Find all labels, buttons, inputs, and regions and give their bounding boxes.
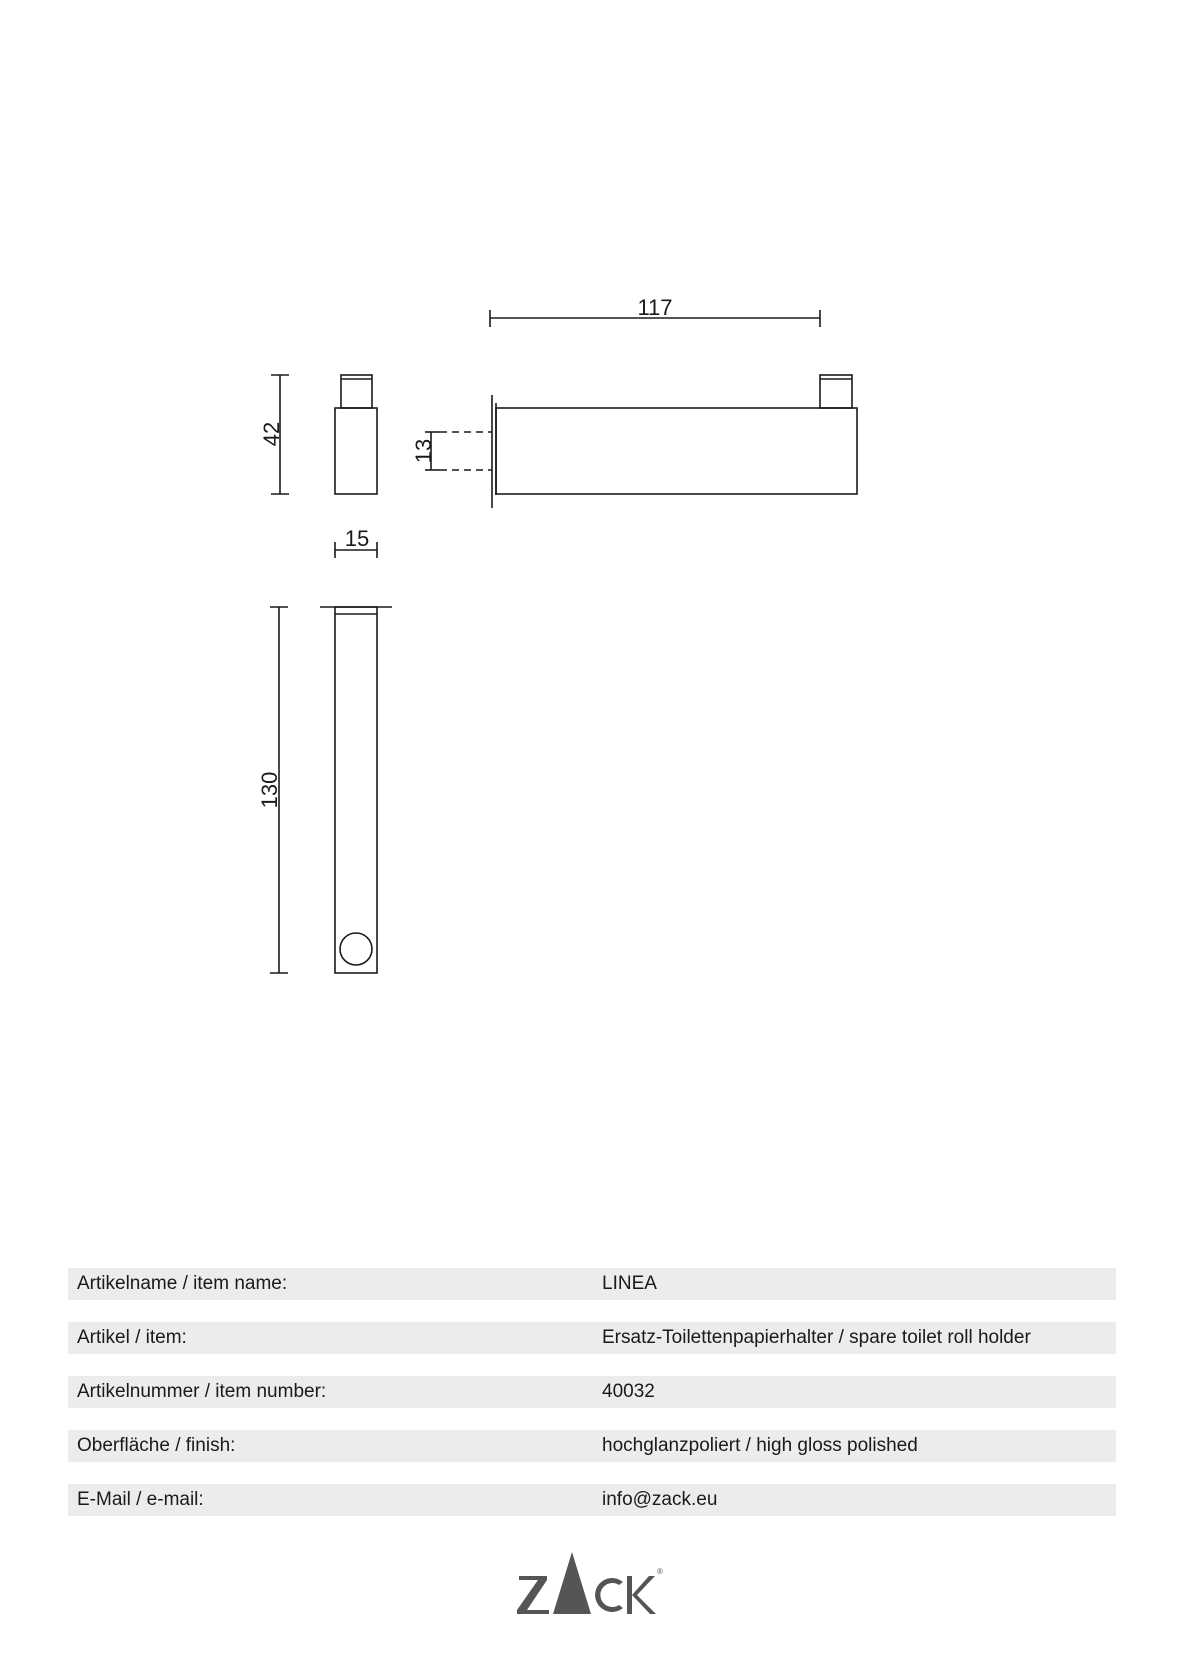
spec-value: LINEA bbox=[602, 1273, 657, 1294]
dim-label-42: 42 bbox=[259, 421, 284, 447]
spec-label: E-Mail / e-mail: bbox=[77, 1489, 204, 1510]
front-view bbox=[320, 607, 392, 973]
spec-value: Ersatz-Toilettenpapierhalter / spare toilet roll holder bbox=[602, 1327, 1031, 1348]
dim-label-15: 15 bbox=[344, 526, 370, 551]
top-view bbox=[440, 375, 857, 508]
dim-label-13: 13 bbox=[411, 438, 436, 464]
spec-label: Oberfläche / finish: bbox=[77, 1435, 236, 1456]
spec-row-item-name bbox=[68, 1268, 1116, 1300]
spec-row-finish bbox=[68, 1430, 1116, 1462]
dim-label-130: 130 bbox=[257, 771, 282, 809]
side-view bbox=[335, 375, 377, 494]
spec-row-item bbox=[68, 1322, 1116, 1354]
zack-logo bbox=[515, 1548, 665, 1618]
spec-value: hochglanzpoliert / high gloss polished bbox=[602, 1435, 918, 1456]
spec-value: info@zack.eu bbox=[602, 1489, 718, 1510]
dim-label-117: 117 bbox=[637, 295, 673, 320]
spec-row-email bbox=[68, 1484, 1116, 1516]
spec-label: Artikel / item: bbox=[77, 1327, 187, 1348]
registered-mark: ® bbox=[657, 1567, 663, 1576]
spec-table bbox=[68, 1268, 1116, 1538]
spec-row-item-number bbox=[68, 1376, 1116, 1408]
spec-label: Artikelname / item name: bbox=[77, 1273, 288, 1294]
spec-label: Artikelnummer / item number: bbox=[77, 1381, 327, 1402]
spec-value: 40032 bbox=[602, 1381, 655, 1402]
